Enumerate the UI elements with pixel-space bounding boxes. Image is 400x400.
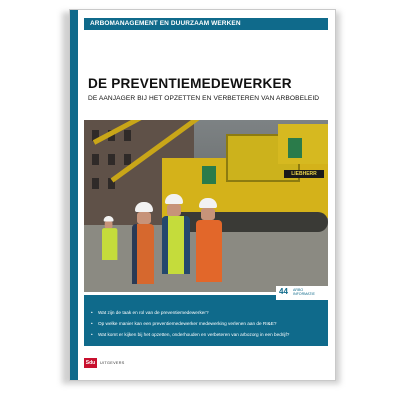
crane-panel — [288, 138, 302, 158]
question-item: • Op welke manier kan een preventiemedewerker medewerking verlenen aan de RI&E? — [98, 321, 322, 326]
crane-counterweight — [278, 124, 328, 164]
questions-panel — [84, 304, 328, 346]
badge-text — [293, 288, 315, 296]
question-item: • Wat komt er kijken bij het opzetten, onderhouden en verbeteren van arbozorg in een bedrijf? — [98, 332, 322, 337]
series-label: ARBOMANAGEMENT EN DUURZAAM WERKEN — [84, 18, 328, 30]
worker-right — [196, 198, 222, 282]
crane-track — [168, 212, 328, 232]
crane-panel — [202, 166, 216, 184]
book-cover — [69, 9, 336, 381]
badge-line1: ARBO — [293, 288, 304, 292]
worker-center — [162, 194, 190, 274]
series-badge — [276, 286, 328, 300]
book-spine — [70, 10, 78, 380]
crane-brand-text: LIEBHERR — [284, 170, 324, 178]
book-subtitle: DE AANJAGER BIJ HET OPZETTEN EN VERBETEREN VAN ARBOBELEID — [88, 95, 320, 102]
book-title: DE PREVENTIEMEDEWERKER — [88, 76, 292, 91]
worker-left — [132, 202, 154, 284]
question-item: • Wat zijn de taak en rol van de preventiemedewerker? — [98, 310, 322, 315]
badge-line2: INFORMATIE — [293, 292, 315, 296]
worker-background — [102, 216, 117, 260]
cover-photo — [84, 120, 328, 292]
badge-number: 44 — [279, 287, 288, 296]
publisher-name: UITGEVERS — [100, 361, 125, 365]
publisher-logo: Sdu — [85, 360, 96, 366]
